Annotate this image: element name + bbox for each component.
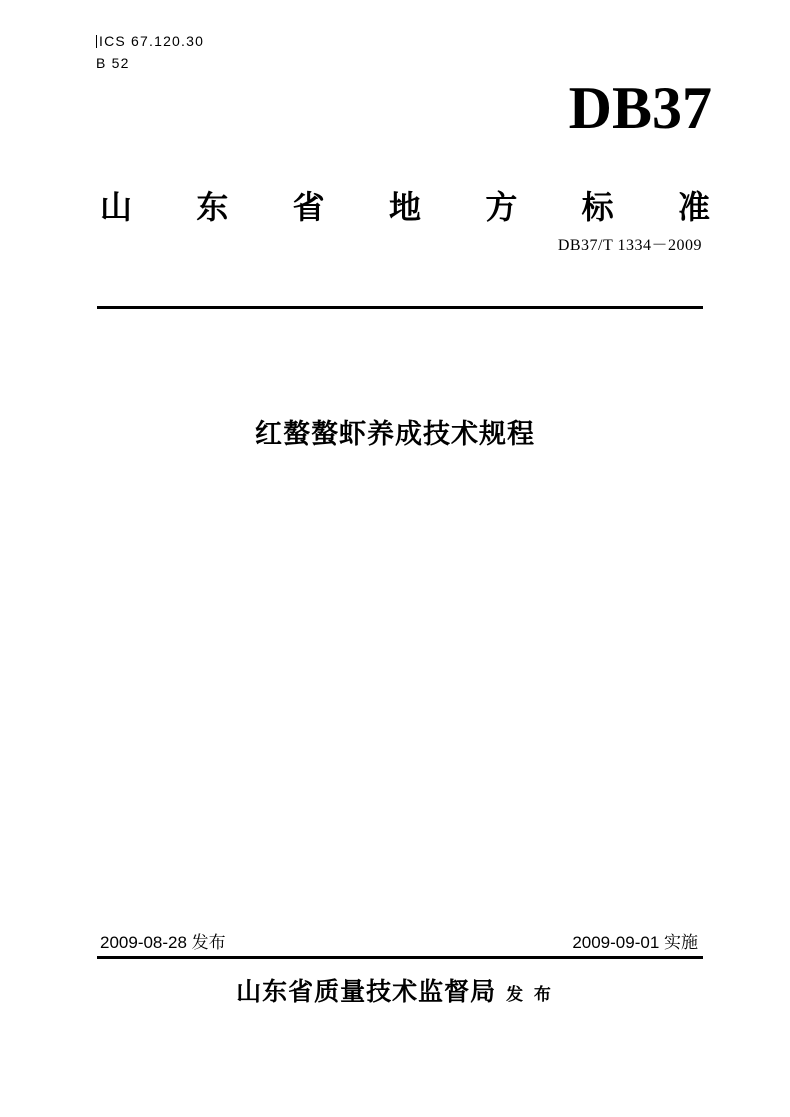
standard-name-char-5: 标	[581, 189, 614, 225]
standard-name	[100, 182, 710, 228]
publisher-verb: 发 布	[506, 985, 554, 1004]
publisher-organization: 山东省质量技术监督局	[236, 978, 497, 1006]
ics-code	[96, 33, 204, 49]
issue-date: 2009-08-28 发布	[100, 933, 226, 952]
publisher	[0, 972, 790, 1008]
ics-code-text: ICS 67.120.30	[99, 33, 205, 49]
standard-name-char-0: 山	[100, 189, 133, 225]
effective-date: 2009-09-01 实施	[572, 933, 698, 952]
standard-name-char-2: 省	[292, 189, 325, 225]
ics-marker-icon	[96, 35, 97, 48]
standard-name-char-3: 地	[388, 189, 421, 225]
footer-divider	[97, 956, 703, 959]
standard-number: DB37/T 1334－2009	[557, 237, 702, 254]
classification-code: B 52	[96, 55, 130, 71]
db37-logo: DB37	[568, 75, 712, 141]
standard-name-char-1: 东	[196, 189, 229, 225]
header-divider	[97, 306, 703, 309]
standard-name-char-6: 准	[677, 189, 710, 225]
page-title: 红螯螯虾养成技术规程	[255, 419, 535, 449]
standard-name-char-4: 方	[485, 189, 518, 225]
